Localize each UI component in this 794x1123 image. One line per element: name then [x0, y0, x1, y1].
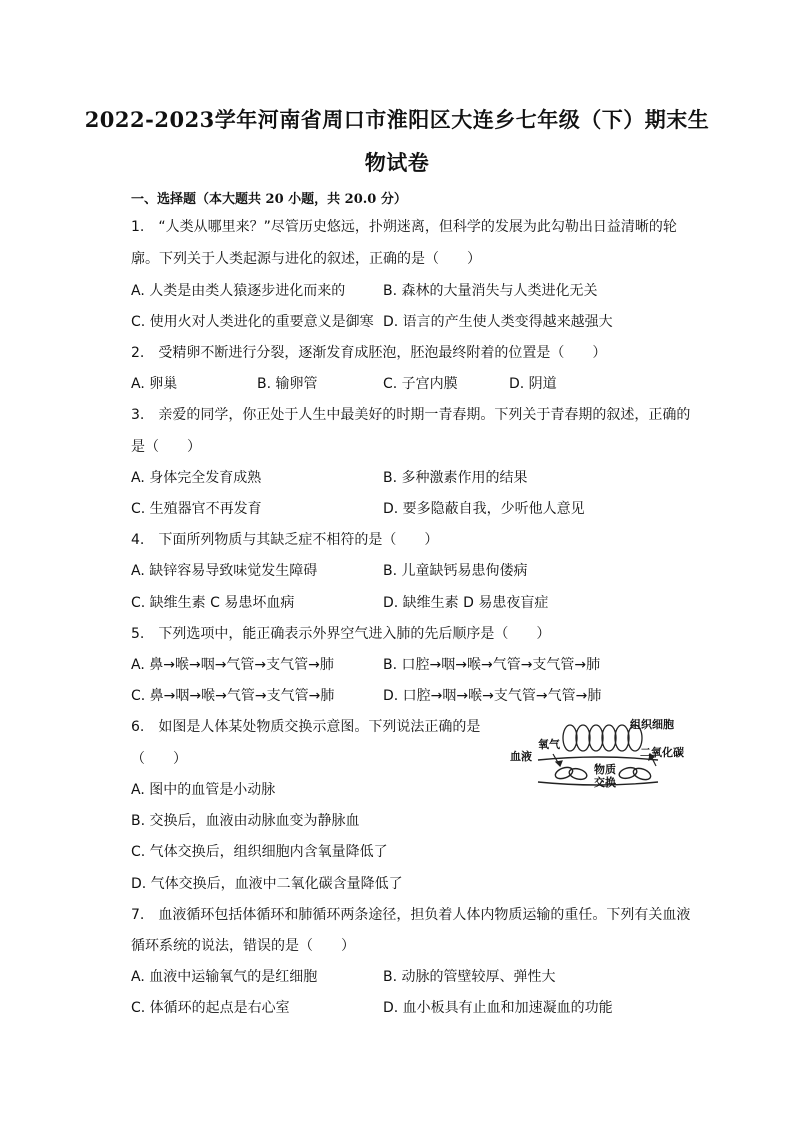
question-6-option-a: A. 图中的血管是小动脉	[131, 782, 276, 798]
question-3-option-c: C. 生殖器官不再发育	[131, 501, 262, 517]
label-oxygen: 氧气	[538, 738, 560, 751]
material-exchange-diagram	[508, 718, 690, 790]
question-1-option-c: C. 使用火对人类进化的重要意义是御寒	[131, 314, 374, 330]
question-5-option-c: C. 鼻→咽→喉→气管→支气管→肺	[131, 688, 335, 704]
question-4-option-c: C. 缺维生素 C 易患坏血病	[131, 595, 295, 611]
question-5-option-a: A. 鼻→喉→咽→气管→支气管→肺	[131, 657, 334, 673]
question-5-option-b: B. 口腔→咽→喉→气管→支气管→肺	[383, 657, 601, 673]
question-5-option-d: D. 口腔→咽→喉→支气管→气管→肺	[383, 688, 602, 704]
question-1-text-line-2: 廓。下列关于人类起源与进化的叙述，正确的是（ ）	[131, 251, 481, 267]
label-tissue-cells: 组织细胞	[630, 718, 674, 731]
page-title-line-2: 物试卷	[364, 150, 430, 175]
question-6-option-d: D. 气体交换后，血液中二氧化碳含量降低了	[131, 876, 403, 892]
question-2-option-c: C. 子宫内膜	[383, 376, 458, 392]
question-7-option-c: C. 体循环的起点是右心室	[131, 1000, 290, 1016]
label-exchange-1: 物质	[594, 763, 616, 776]
question-4-option-d: D. 缺维生素 D 易患夜盲症	[383, 595, 549, 611]
question-3-option-b: B. 多种激素作用的结果	[383, 470, 528, 486]
question-4-option-a: A. 缺锌容易导致味觉发生障碍	[131, 563, 318, 579]
question-5-text-line-1: 5. 下列选项中，能正确表示外界空气进入肺的先后顺序是（ ）	[131, 626, 551, 642]
question-1-text-line-1: 1. “人类从哪里来？”尽管历史悠远，扑朔迷离，但科学的发展为此勾勒出日益清晰的轮	[131, 219, 677, 235]
question-2-option-d: D. 阴道	[509, 376, 557, 392]
question-6-option-c: C. 气体交换后，组织细胞内含氧量降低了	[131, 844, 388, 860]
question-4-option-b: B. 儿童缺钙易患佝偻病	[383, 563, 528, 579]
label-carbon-dioxide: 二氧化碳	[640, 746, 684, 759]
question-3-text-line-2: 是（ ）	[131, 439, 201, 455]
label-exchange-2: 交换	[594, 776, 616, 789]
question-3-option-a: A. 身体完全发育成熟	[131, 470, 262, 486]
question-2-option-a: A. 卵巢	[131, 376, 178, 392]
question-2-option-b: B. 输卵管	[257, 376, 318, 392]
question-7-option-a: A. 血液中运输氧气的是红细胞	[131, 969, 318, 985]
question-6-text-line-2: （ ）	[131, 751, 187, 767]
question-3-option-d: D. 要多隐蔽自我，少听他人意见	[383, 501, 585, 517]
section-heading: 一、选择题（本大题共 20 小题，共 20.0 分）	[131, 192, 407, 207]
label-blood: 血液	[510, 750, 532, 763]
question-7-text-line-2: 循环系统的说法，错误的是（ ）	[131, 938, 355, 954]
page-title-line-1: 2022-2023学年河南省周口市淮阳区大连乡七年级（下）期末生	[84, 107, 710, 132]
question-7-option-d: D. 血小板具有止血和加速凝血的功能	[383, 1000, 613, 1016]
question-1-option-d: D. 语言的产生使人类变得越来越强大	[383, 314, 613, 330]
question-7-text-line-1: 7. 血液循环包括体循环和肺循环两条途径，担负着人体内物质运输的重任。下列有关血液	[131, 907, 691, 923]
question-3-text-line-1: 3. 亲爱的同学，你正处于人生中最美好的时期一青春期。下列关于青春期的叙述，正确的	[131, 407, 691, 423]
question-4-text-line-1: 4. 下面所列物质与其缺乏症不相符的是（ ）	[131, 532, 439, 548]
question-6-text-line-1: 6. 如图是人体某处物质交换示意图。下列说法正确的是	[131, 719, 481, 735]
question-1-option-b: B. 森林的大量消失与人类进化无关	[383, 283, 598, 299]
question-7-option-b: B. 动脉的管壁较厚、弹性大	[383, 969, 556, 985]
question-2-text-line-1: 2. 受精卵不断进行分裂，逐渐发育成胚泡，胚泡最终附着的位置是（ ）	[131, 345, 607, 361]
question-1-option-a: A. 人类是由类人猿逐步进化而来的	[131, 283, 346, 299]
question-6-option-b: B. 交换后，血液由动脉血变为静脉血	[131, 813, 360, 829]
